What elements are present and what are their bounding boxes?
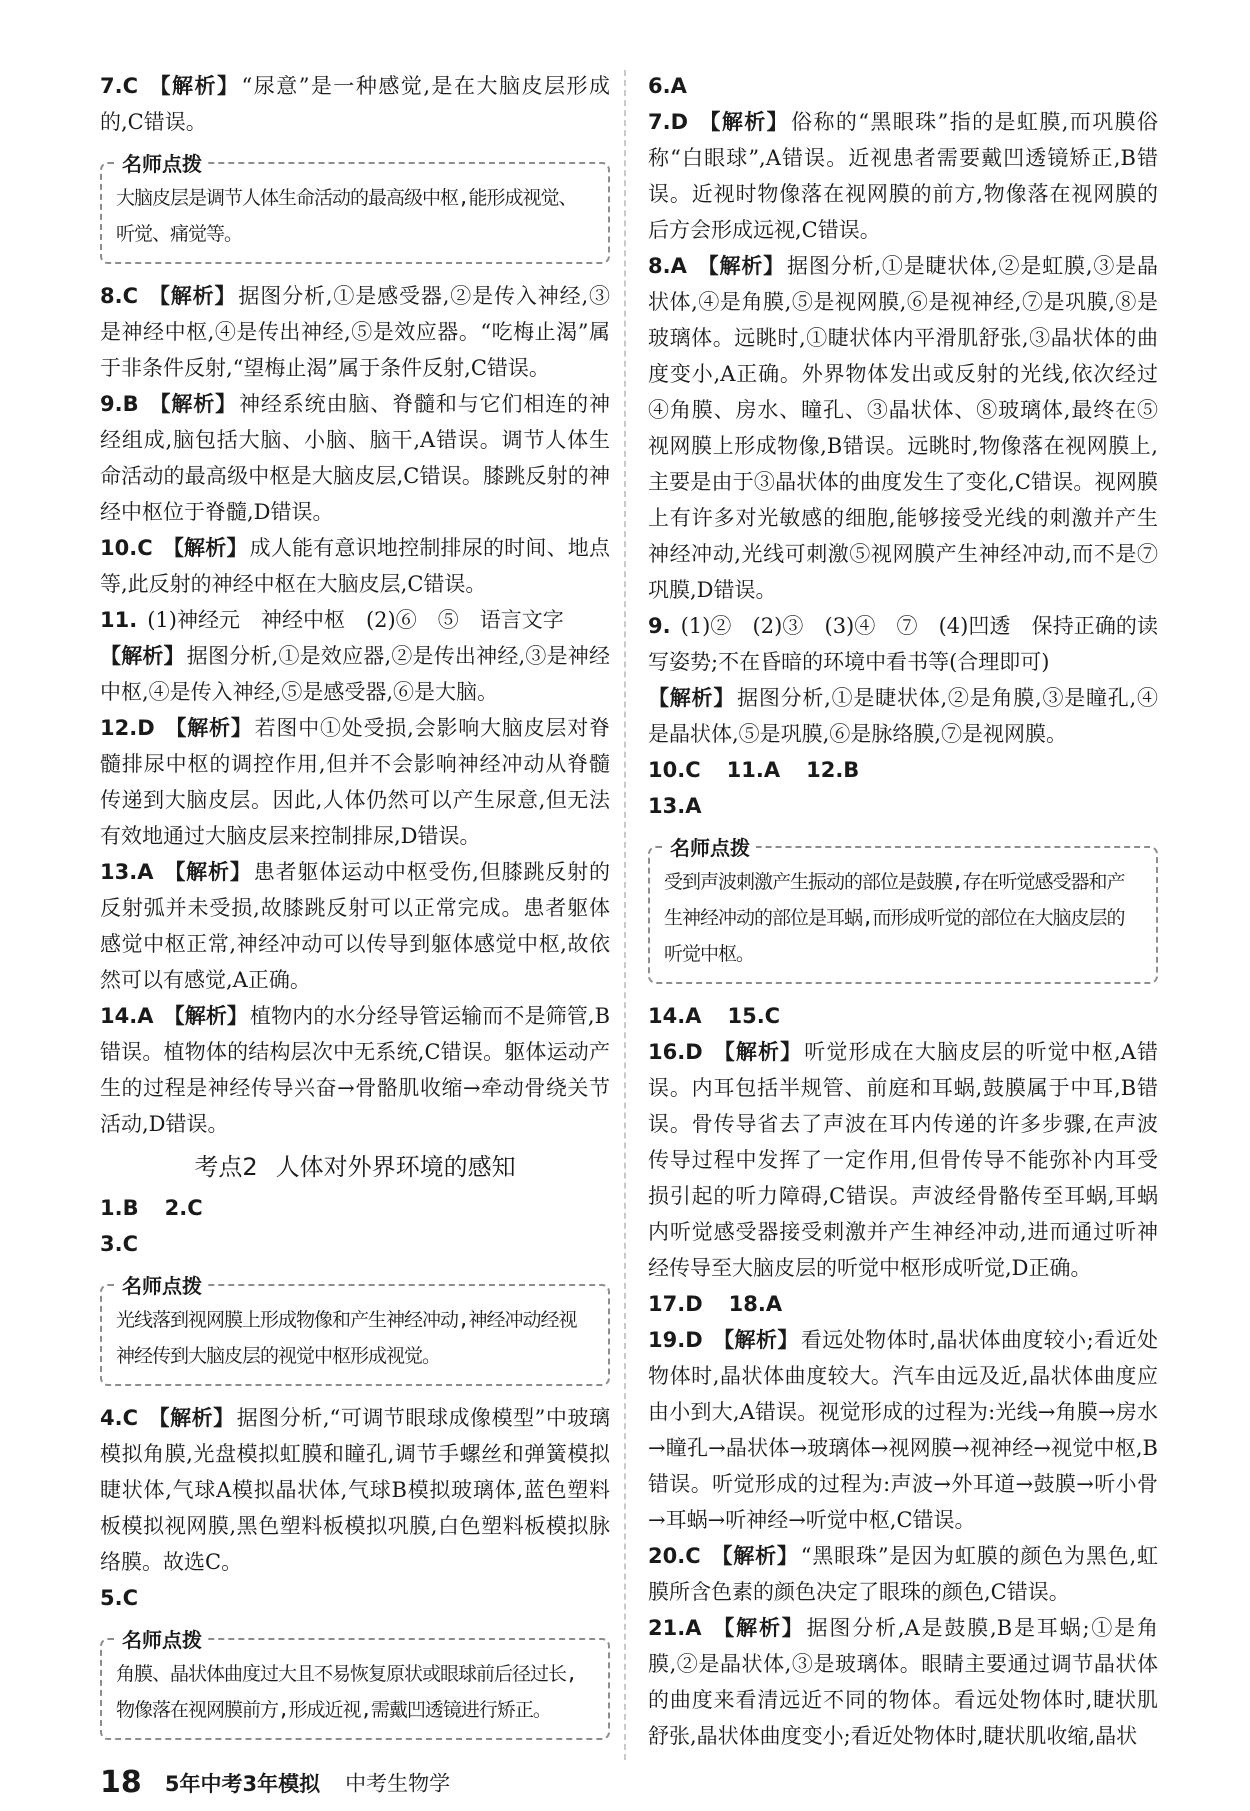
answers-1-2: 1.B 2.C (100, 1196, 203, 1220)
answer-13: 13.A (648, 794, 702, 818)
answer-8: 8.C 【解析】据图分析,①是感受器,②是传入神经,③是神经中枢,④是传出神经,⑤是效应器。“吃梅止渴”属于非条件反射,“望梅止渴”属于条件反射,C错误。 (100, 284, 610, 380)
answer-7: 7.C 【解析】“尿意”是一种感觉,是在大脑皮层形成的,C错误。 (100, 74, 610, 134)
answer-7: 7.D 【解析】俗称的“黑眼珠”指的是虹膜,而巩膜俗称“白眼球”,A错误。近视患者需要戴凹透镜矫正,B错误。近视时物像落在视网膜的前方,物像落在视网膜的后方会形成远视,C错误。 (648, 110, 1159, 242)
teacher-tip-label: 名师点拨 (116, 1624, 208, 1653)
teacher-tip-text: 大脑皮层是调节人体生命活动的最高级中枢,能形成视觉、听觉、痛觉等。 (116, 187, 577, 245)
answer-3: 3.C (100, 1232, 139, 1256)
teacher-tip-label: 名师点拨 (116, 1270, 208, 1299)
answer-21: 21.A 【解析】据图分析,A是鼓膜,B是耳蜗;①是角膜,②是晶状体,③是玻璃体。眼睛主要通过调节晶状体的曲度来看清远近不同的物体。看远处物体时,睫状肌舒张,晶状体曲度变小;看近处物体时,睫状肌收缩,晶状 (648, 1616, 1158, 1748)
left-column (100, 68, 610, 1754)
teacher-tip-text: 受到声波刺激产生振动的部位是鼓膜,存在听觉感受器和产生神经冲动的部位是耳蜗,而形成听觉的部位在大脑皮层的听觉中枢。 (664, 871, 1125, 965)
answer-11-analysis: 【解析】据图分析,①是效应器,②是传出神经,③是神经中枢,④是传入神经,⑤是感受器,⑥是大脑。 (100, 644, 610, 704)
teacher-tip-label: 名师点拨 (116, 148, 208, 177)
answer-9: 9. (1)② (2)③ (3)④ ⑦ (4)凹透 保持正确的读写姿势;不在昏暗的环境中看书等(合理即可) (648, 614, 1158, 674)
page-footer (100, 1765, 450, 1801)
answers-10-12: 10.C 11.A 12.B (648, 758, 860, 782)
answer-12: 12.D 【解析】若图中①处受损,会影响大脑皮层对脊髓排尿中枢的调控作用,但并不会影响神经冲动从脊髓传递到大脑皮层。因此,人体仍然可以产生尿意,但无法有效地通过大脑皮层来控制排尿,D错误。 (100, 716, 611, 848)
teacher-tip-box (100, 1274, 610, 1386)
answers-14-15: 14.A 15.C (648, 1004, 781, 1028)
teacher-tip-box (100, 152, 610, 264)
answer-13: 13.A 【解析】患者躯体运动中枢受伤,但膝跳反射的反射弧并未受损,故膝跳反射可以正常完成。患者躯体感觉中枢正常,神经冲动可以传导到躯体感觉中枢,故依然可以有感觉,A正确。 (100, 860, 610, 992)
answer-9-analysis: 【解析】据图分析,①是睫状体,②是角膜,③是瞳孔,④是晶状体,⑤是巩膜,⑥是脉络膜,⑦是视网膜。 (648, 686, 1159, 746)
answer-10: 10.C 【解析】成人能有意识地控制排尿的时间、地点等,此反射的神经中枢在大脑皮层,C错误。 (100, 536, 611, 596)
book-subject: 中考生物学 (345, 1771, 451, 1796)
answer-6: 6.A (648, 74, 687, 98)
page-number: 18 (100, 1765, 142, 1800)
answer-9: 9.B 【解析】神经系统由脑、脊髓和与它们相连的神经组成,脑包括大脑、小脑、脑干,A错误。调节人体生命活动的最高级中枢是大脑皮层,C错误。膝跳反射的神经中枢位于脊髓,D错误。 (100, 392, 611, 524)
teacher-tip-text: 角膜、晶状体曲度过大且不易恢复原状或眼球前后径过长,物像落在视网膜前方,形成近视,需戴凹透镜进行矫正。 (116, 1663, 577, 1721)
book-title: 5年中考3年模拟 (164, 1771, 321, 1796)
answer-11: 11. (1)神经元 神经中枢 (2)⑥ ⑤ 语言文字 (100, 608, 564, 632)
answer-19: 19.D 【解析】看远处物体时,晶状体曲度较小;看近处物体时,晶状体曲度较大。汽车由远及近,晶状体曲度应由小到大,A错误。视觉形成的过程为:光线→角膜→房水→瞳孔→晶状体→玻璃体→视网膜→视神经→视觉中枢,B错误。听觉形成的过程为:声波→外耳道→鼓膜→听小骨→耳蜗→听神经→听觉中枢,C错误。 (648, 1328, 1159, 1532)
answer-14: 14.A 【解析】植物内的水分经导管运输而不是筛管,B错误。植物体的结构层次中无系统,C错误。躯体运动产生的过程是神经传导兴奋→骨骼肌收缩→牵动骨绕关节活动,D错误。 (100, 1004, 610, 1136)
answer-4: 4.C 【解析】据图分析,“可调节眼球成像模型”中玻璃模拟角膜,光盘模拟虹膜和瞳孔,调节手螺丝和弹簧模拟睫状体,气球A模拟晶状体,气球B模拟玻璃体,蓝色塑料板模拟视网膜,黑色塑料板模拟巩膜,白色塑料板模拟脉络膜。故选C。 (100, 1406, 611, 1574)
section-title: 考点2 人体对外界环境的感知 (194, 1153, 516, 1181)
teacher-tip-box (648, 836, 1158, 984)
right-column (648, 68, 1158, 1754)
answer-20: 20.C 【解析】“黑眼珠”是因为虹膜的颜色为黑色,虹膜所含色素的颜色决定了眼珠的颜色,C错误。 (648, 1544, 1158, 1604)
answer-8: 8.A 【解析】据图分析,①是睫状体,②是虹膜,③是晶状体,④是角膜,⑤是视网膜,⑥是视神经,⑦是巩膜,⑧是玻璃体。远眺时,①睫状体内平滑肌舒张,③晶状体的曲度变小,A正确。外界物体发出或反射的光线,依次经过④角膜、房水、瞳孔、③晶状体、⑧玻璃体,最终在⑤视网膜上形成物像,B错误。远眺时,物像落在视网膜上,主要是由于③晶状体的曲度发生了变化,C错误。视网膜上有许多对光敏感的细胞,能够接受光线的刺激并产生神经冲动,光线可刺激⑤视网膜产生神经冲动,而不是⑦巩膜,D错误。 (648, 254, 1159, 602)
teacher-tip-label: 名师点拨 (664, 832, 756, 861)
teacher-tip-text: 光线落到视网膜上形成物像和产生神经冲动,神经冲动经视神经传到大脑皮层的视觉中枢形成视觉。 (116, 1309, 577, 1367)
teacher-tip-box (100, 1628, 610, 1740)
answer-16: 16.D 【解析】听觉形成在大脑皮层的听觉中枢,A错误。内耳包括半规管、前庭和耳蜗,鼓膜属于中耳,B错误。骨传导省去了声波在耳内传递的许多步骤,在声波传导过程中发挥了一定作用,但骨传导不能弥补内耳受损引起的听力障碍,C错误。声波经骨骼传至耳蜗,耳蜗内听觉感受器接受刺激并产生神经冲动,进而通过听神经传导至大脑皮层的听觉中枢形成听觉,D正确。 (648, 1040, 1159, 1280)
column-divider (624, 70, 626, 1760)
answers-17-18: 17.D 18.A (648, 1292, 783, 1316)
answer-5: 5.C (100, 1586, 139, 1610)
